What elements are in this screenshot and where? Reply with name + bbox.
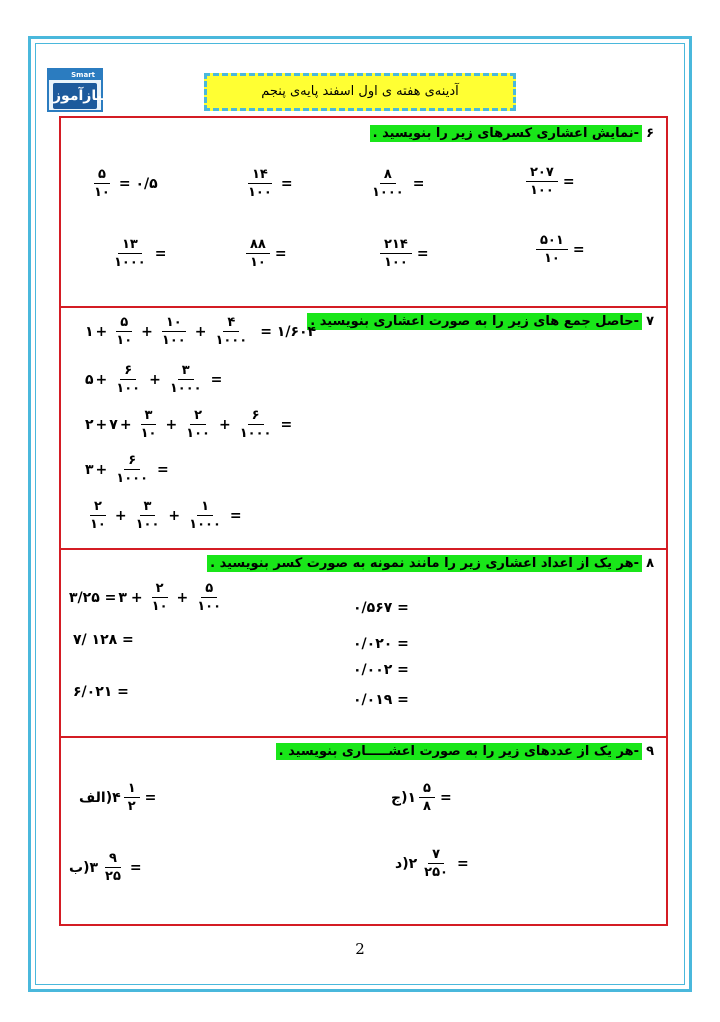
denominator: ۱۰۰	[161, 333, 186, 348]
numerator: ۹	[105, 850, 121, 868]
q7-row-5	[83, 498, 244, 533]
q8-right-item-1	[353, 600, 409, 616]
numerator: ۲	[152, 580, 168, 598]
numerator: ۵	[201, 580, 217, 598]
item-label: ب)	[69, 859, 90, 876]
result: = ۱/۶۰۴	[260, 323, 317, 340]
result: =	[412, 175, 425, 192]
result: =	[274, 245, 287, 262]
item-label: د)	[395, 855, 409, 872]
plus-sign: +	[95, 416, 108, 433]
fraction	[193, 580, 225, 615]
item-text: ۶/۰۲۱ =	[73, 684, 129, 700]
numerator: ۳	[178, 362, 194, 380]
denominator: ۱۰	[90, 517, 106, 532]
fraction	[419, 780, 435, 815]
denominator: ۲۵	[105, 869, 121, 884]
item-text: ۰/۰۰۲ =	[353, 662, 409, 678]
whole: ۲	[85, 416, 94, 433]
q9-item-jim	[391, 780, 454, 815]
plus-sign: +	[165, 416, 178, 433]
whole: ۳	[85, 461, 94, 478]
result: =	[229, 507, 242, 524]
plus-sign: +	[168, 507, 181, 524]
fraction	[86, 498, 110, 533]
q7-row-3	[85, 407, 294, 442]
q7-row-1	[85, 314, 318, 349]
equals-sign: =	[129, 859, 142, 876]
whole: ۳	[89, 859, 99, 876]
question-6-header	[370, 126, 654, 141]
q6-item-8	[533, 232, 587, 267]
item-text: ۷/ ۱۲۸ =	[73, 632, 134, 648]
q9-item-alef	[79, 780, 158, 815]
result: = ۰/۵	[118, 175, 158, 192]
numerator: ۱۰	[162, 314, 186, 332]
plus-sign: +	[194, 323, 207, 340]
page-number: 2	[355, 940, 365, 958]
denominator: ۱۰۰	[384, 255, 408, 270]
fraction	[132, 498, 164, 533]
question-9-number: ۹	[646, 744, 654, 759]
whole: ۱	[407, 789, 417, 806]
item-text: ۰/۰۱۹ =	[353, 692, 409, 708]
fraction	[185, 498, 225, 533]
plus-sign: +	[149, 371, 161, 388]
question-6-instruction: -نمایش اعشاری کسرهای زیر را بنویسید .	[370, 125, 642, 142]
fraction	[420, 846, 452, 881]
question-7-instruction: -حاصل جمع های زیر را به صورت اعشاری بنویسید .	[307, 313, 642, 330]
fraction	[148, 580, 172, 615]
fraction	[526, 164, 558, 199]
denominator: ۲	[127, 799, 136, 814]
question-9-section	[59, 736, 668, 926]
numerator: ۲۰۷	[526, 164, 558, 182]
whole: ۵	[85, 371, 94, 388]
whole: ۷	[109, 416, 118, 433]
fraction	[110, 236, 150, 271]
item-text: ۰/۰۲۰ =	[353, 636, 409, 652]
fraction	[182, 407, 214, 442]
result: =	[210, 371, 223, 388]
denominator: ۱۰۰	[530, 183, 554, 198]
numerator: ۱	[197, 498, 213, 516]
denominator: ۱۰۰۰	[116, 471, 149, 486]
result: =	[280, 416, 293, 433]
fraction	[368, 166, 408, 201]
denominator: ۱۰۰۰	[372, 185, 404, 200]
question-9-instruction: -هر یک از عددهای زیر را به صورت اعشـــــاری بنویسید .	[276, 743, 642, 760]
plus-sign: +	[95, 461, 108, 478]
denominator: ۲۵۰	[424, 865, 448, 880]
numerator: ۵	[419, 780, 435, 798]
whole: ۳	[118, 589, 127, 606]
question-6-number: ۶	[646, 126, 654, 141]
denominator: ۱۰	[116, 333, 133, 348]
numerator: ۳	[140, 498, 156, 516]
denominator: ۱۰۰۰	[169, 381, 202, 396]
page-title: آدینه‌ی هفته ی اول اسفند پایه‌ی پنجم	[204, 73, 516, 111]
fraction	[158, 314, 190, 349]
q8-left-item-2	[73, 684, 129, 700]
logo-top-text: Smart	[49, 70, 101, 80]
denominator: ۱۰۰	[135, 517, 160, 532]
numerator: ۱	[124, 780, 140, 798]
logo-mark: نیازآموز	[53, 83, 97, 109]
plus-sign: +	[141, 323, 153, 340]
whole: ۲	[408, 855, 418, 872]
example-lhs: ۳/۲۵ =	[69, 589, 117, 606]
equals-sign: =	[456, 855, 469, 872]
fraction	[536, 232, 568, 267]
denominator: ۸	[423, 799, 431, 814]
denominator: ۱۰۰۰	[239, 426, 272, 441]
fraction	[380, 236, 412, 271]
denominator: ۱۰۰۰	[189, 517, 221, 532]
plus-sign: +	[95, 371, 108, 388]
q6-item-4	[523, 164, 577, 199]
numerator: ۲۱۴	[380, 236, 412, 254]
q6-item-1	[87, 166, 160, 201]
fraction	[112, 314, 136, 349]
question-8-header	[207, 556, 654, 571]
numerator: ۱۴	[248, 166, 272, 184]
numerator: ۳	[141, 407, 157, 425]
denominator: ۱۰۰	[197, 599, 222, 614]
q9-item-dal	[395, 846, 471, 881]
fraction	[101, 850, 125, 885]
numerator: ۷	[428, 846, 444, 864]
numerator: ۸۸	[246, 236, 270, 254]
numerator: ۴	[223, 314, 239, 332]
q8-example	[69, 580, 228, 615]
question-9-header	[276, 744, 654, 759]
question-7-header	[307, 314, 654, 329]
fraction	[211, 314, 251, 349]
result: =	[572, 241, 585, 258]
denominator: ۱۰	[250, 255, 266, 270]
equals-sign: =	[439, 789, 452, 806]
question-8-section	[59, 548, 668, 738]
denominator: ۱۰۰۰	[114, 255, 146, 270]
denominator: ۱۰۰	[248, 185, 272, 200]
fraction	[112, 362, 144, 397]
fraction	[236, 407, 276, 442]
q8-right-item-4	[353, 692, 409, 708]
plus-sign: +	[114, 507, 127, 524]
plus-sign: +	[176, 589, 189, 606]
question-7-section	[59, 306, 668, 550]
result: =	[562, 173, 575, 190]
q6-item-7	[377, 236, 431, 271]
logo	[47, 68, 108, 112]
plus-sign: +	[119, 416, 132, 433]
numerator: ۱۳	[118, 236, 142, 254]
result: =	[157, 461, 169, 478]
numerator: ۶	[248, 407, 264, 425]
fraction	[90, 166, 114, 201]
whole: ۴	[112, 789, 121, 806]
denominator: ۱۰	[151, 599, 168, 614]
question-7-number: ۷	[646, 314, 654, 329]
item-label: الف)	[79, 789, 113, 806]
numerator: ۸	[380, 166, 396, 184]
numerator: ۶	[120, 362, 136, 380]
numerator: ۶	[124, 452, 140, 470]
numerator: ۵	[94, 166, 110, 184]
result: =	[416, 245, 429, 262]
fraction	[137, 407, 161, 442]
item-label: ج)	[391, 789, 408, 806]
fraction	[246, 236, 270, 271]
numerator: ۲	[190, 407, 206, 425]
q8-right-item-2	[353, 636, 409, 652]
question-8-number: ۸	[646, 556, 654, 571]
equals-sign: =	[144, 789, 157, 806]
result: =	[280, 175, 293, 192]
denominator: ۱۰۰۰	[215, 333, 248, 348]
question-8-instruction: -هر یک از اعداد اعشاری زیر را مانند نمونه به صورت کسر بنویسید .	[207, 555, 642, 572]
q6-item-5	[107, 236, 168, 271]
q9-item-be	[69, 850, 144, 885]
fraction	[166, 362, 206, 397]
fraction	[124, 780, 140, 815]
q7-row-4	[85, 452, 171, 487]
q6-item-3	[365, 166, 426, 201]
denominator: ۱۰	[543, 251, 560, 266]
fraction	[112, 452, 152, 487]
question-6-section	[59, 116, 668, 308]
plus-sign: +	[95, 323, 108, 340]
result: =	[154, 245, 167, 262]
plus-sign: +	[218, 416, 231, 433]
q8-left-item-1	[73, 632, 134, 648]
numerator: ۵۰۱	[536, 232, 568, 250]
denominator: ۱۰۰	[186, 426, 210, 441]
whole: ۱	[85, 323, 94, 340]
numerator: ۲	[90, 498, 106, 516]
denominator: ۱۰۰	[116, 381, 141, 396]
q6-item-2	[241, 166, 295, 201]
q8-right-item-3	[353, 662, 409, 678]
denominator: ۱۰	[94, 185, 110, 200]
q7-row-2	[85, 362, 224, 397]
item-text: ۰/۵۶۷ =	[353, 600, 409, 616]
denominator: ۱۰	[140, 426, 157, 441]
numerator: ۵	[116, 314, 132, 332]
plus-sign: +	[130, 589, 143, 606]
fraction	[244, 166, 276, 201]
q6-item-6	[243, 236, 289, 271]
